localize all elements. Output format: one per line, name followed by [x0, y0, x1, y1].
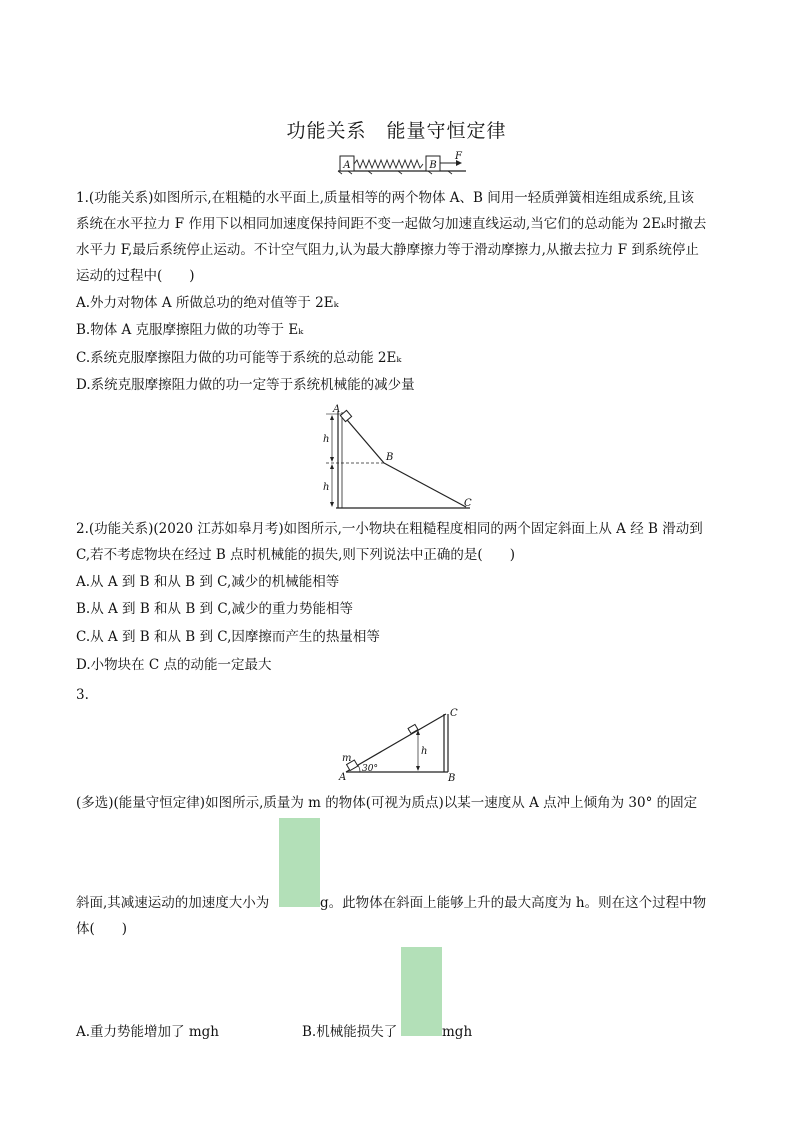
force-label: F [455, 151, 462, 162]
q1-stem-line-2: 系统在水平拉力 F 作用下以相同加速度保持间距不变一起做匀加速直线运动,当它们的总动能为 2Eₖ时撤去 [76, 216, 707, 232]
q3-stem-line-2-before: 斜面,其减速运动的加速度大小为 [76, 895, 270, 911]
slope-ab [342, 414, 384, 463]
height-label: h [421, 746, 428, 757]
q2-figure [318, 402, 478, 512]
q2-option-a: A.从 A 到 B 和从 B 到 C,减少的机械能相等 [76, 574, 340, 590]
q1-option-a: A.外力对物体 A 所做总功的绝对值等于 2Eₖ [76, 295, 339, 311]
formula-image-placeholder [401, 947, 442, 1036]
block-a-label: A [343, 160, 351, 171]
point-a-label: A [333, 404, 341, 415]
q1-stem-line-4: 运动的过程中( ) [76, 268, 195, 284]
point-c-label: C [450, 708, 458, 719]
slope-bc [384, 463, 466, 507]
point-a-label: A [339, 772, 347, 783]
block-b-label: B [429, 160, 437, 171]
formula-image-placeholder [279, 818, 320, 907]
q1-stem-line-1: 1.(功能关系)如图所示,在粗糙的水平面上,质量相等的两个物体 A、B 间用一轻质弹簧相连组成系统,且该 [76, 190, 695, 206]
mass-label: m [342, 753, 352, 764]
point-b-label: B [448, 773, 456, 784]
q3-figure [336, 706, 468, 782]
q3-stem-line-1: (多选)(能量守恒定律)如图所示,质量为 m 的物体(可视为质点)以某一速度从 A 点冲上倾角为 30° 的固定 [76, 795, 698, 811]
q3-stem-line-2-after: g。此物体在斜面上能够上升的最大高度为 h。则在这个过程中物 [320, 895, 707, 911]
q2-option-c: C.从 A 到 B 和从 B 到 C,因摩擦而产生的热量相等 [76, 629, 380, 645]
q1-option-b: B.物体 A 克服摩擦阻力做的功等于 Eₖ [76, 322, 304, 338]
q3-option-b-after: mgh [442, 1024, 473, 1040]
q1-option-d: D.系统克服摩擦阻力做的功一定等于系统机械能的减少量 [76, 377, 415, 393]
top-block [408, 724, 418, 733]
q1-figure [338, 152, 468, 174]
height-upper-label: h [323, 434, 330, 445]
q3-number: 3. [76, 687, 89, 703]
q3-option-b-before: B.机械能损失了 [302, 1024, 398, 1040]
page-title: 功能关系 能量守恒定律 [286, 120, 507, 142]
q2-stem-line-1: 2.(功能关系)(2020 江苏如皋月考)如图所示,一小物块在粗糙程度相同的两个固定斜面上从 A 经 B 滑动到 [76, 521, 703, 537]
angle-label: 30° [362, 764, 378, 774]
incline-slope [346, 714, 446, 772]
q3-stem-line-3: 体( ) [76, 921, 128, 937]
point-c-label: C [464, 498, 472, 509]
q2-option-d: D.小物块在 C 点的动能一定最大 [76, 657, 272, 673]
height-lower-label: h [323, 482, 330, 493]
q2-stem-line-2: C,若不考虑物块在经过 B 点时机械能的损失,则下列说法中正确的是( ) [76, 547, 515, 563]
point-b-label: B [386, 452, 394, 463]
spring [354, 160, 423, 168]
q1-option-c: C.系统克服摩擦阻力做的功可能等于系统的总动能 2Eₖ [76, 350, 402, 366]
q3-option-a: A.重力势能增加了 mgh [76, 1024, 219, 1040]
q2-option-b: B.从 A 到 B 和从 B 到 C,减少的重力势能相等 [76, 601, 353, 617]
q1-stem-line-3: 水平力 F,最后系统停止运动。不计空气阻力,认为最大静摩擦力等于滑动摩擦力,从撤去拉力 F 到系统停止 [76, 242, 699, 258]
